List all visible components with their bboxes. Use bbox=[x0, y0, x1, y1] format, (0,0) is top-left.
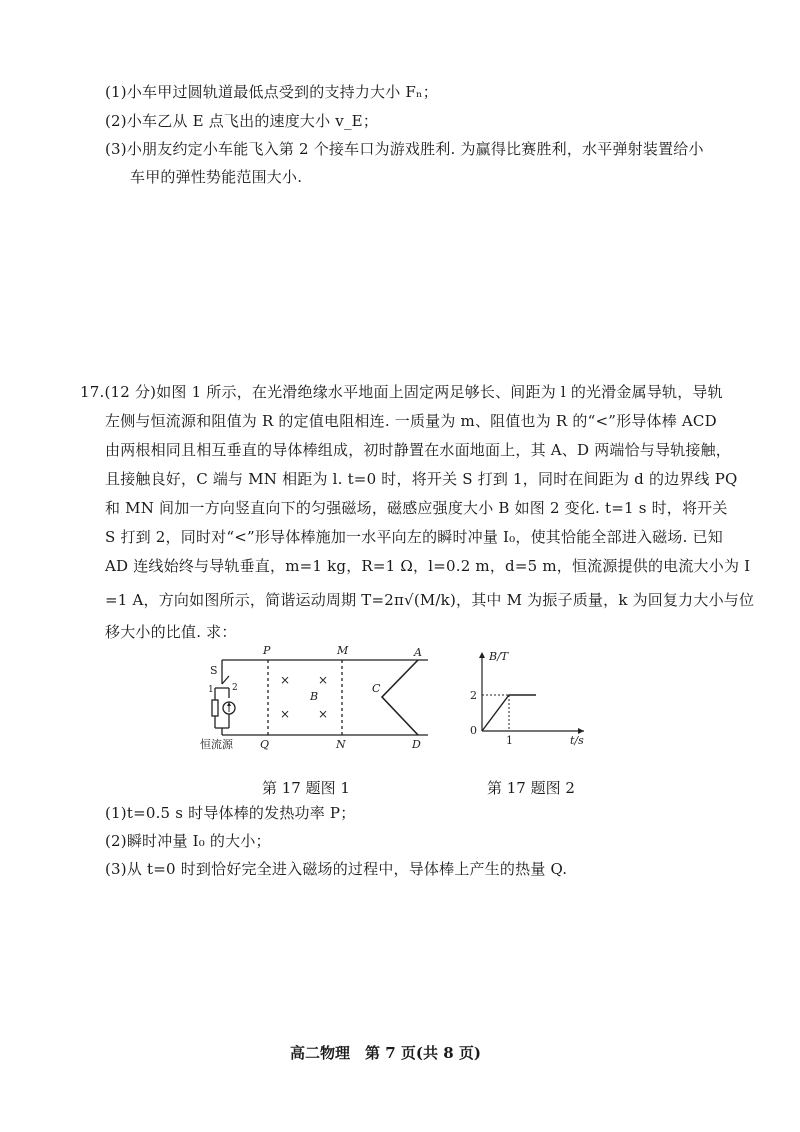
x-axis-label: t/s bbox=[570, 734, 584, 747]
q17-line-7: AD 连线始终与导轨垂直，m=1 kg，R=1 Ω，l=0.2 m，d=5 m，恒流源提供的电流大小为 I bbox=[105, 557, 751, 575]
label-1: 1 bbox=[208, 685, 214, 695]
q17-line-6: S 打到 2，同时对“<”形导体棒施加一水平向左的瞬时冲量 I₀，使其恰能全部进入磁场. 已知 bbox=[105, 528, 723, 546]
label-current-source: 恒流源 bbox=[200, 738, 233, 751]
q17-line-4: 且接触良好，C 端与 MN 相距为 l. t=0 时，将开关 S 打到 1，同时在间距为 d 的边界线 PQ bbox=[105, 470, 738, 488]
q17-line-5: 和 MN 间加一方向竖直向下的匀强磁场，磁感应强度大小 B 如图 2 变化. t=1 s 时，将开关 bbox=[105, 499, 728, 517]
switch-blade bbox=[222, 676, 229, 684]
tick-label-origin: 0 bbox=[470, 724, 477, 737]
figure-1-caption: 第 17 题图 1 bbox=[262, 779, 350, 797]
tick-label-y-2: 2 bbox=[470, 689, 477, 702]
label-m: M bbox=[337, 644, 349, 657]
prev-question-part-1: (1)小车甲过圆轨道最低点受到的支持力大小 Fₙ； bbox=[105, 83, 438, 101]
q17-line-8: =1 A，方向如图所示，简谐运动周期 T=2π√(M/k)，其中 M 为振子质量，k 为回复力大小与位 bbox=[105, 591, 755, 609]
rod-acd bbox=[382, 660, 418, 735]
prev-question-part-3: (3)小朋友约定小车能飞入第 2 个接车口为游戏胜利. 为赢得比赛胜利，水平弹射装置给小 bbox=[105, 140, 704, 158]
label-2: 2 bbox=[232, 683, 238, 693]
q17-line-3: 由两根相同且相互垂直的导体棒组成，初时静置在水面地面上，其 A、D 两端恰与导轨接触， bbox=[105, 441, 731, 459]
label-n: N bbox=[336, 738, 346, 751]
label-c: C bbox=[372, 682, 381, 695]
figure-2-caption: 第 17 题图 2 bbox=[487, 779, 575, 797]
page-footer: 高二物理 第 7 页(共 8 页) bbox=[290, 1044, 481, 1062]
q17-line-1: 17.(12 分)如图 1 所示，在光滑绝缘水平地面上固定两足够长、间距为 l 的光滑金属导轨，导轨 bbox=[80, 383, 723, 401]
label-s: S bbox=[210, 664, 218, 677]
q17-part-2: (2)瞬时冲量 I₀ 的大小； bbox=[105, 832, 271, 850]
field-cross: × bbox=[280, 673, 291, 687]
tick-label-x-1: 1 bbox=[506, 734, 513, 747]
label-a: A bbox=[414, 646, 422, 659]
resistor bbox=[212, 700, 218, 716]
q17-part-1: (1)t=0.5 s 时导体棒的发热功率 P； bbox=[105, 804, 356, 822]
figure-1-circuit bbox=[200, 640, 440, 760]
y-axis-label: B/T bbox=[489, 650, 509, 663]
prev-question-part-3-cont: 车甲的弹性势能范围大小. bbox=[130, 168, 303, 186]
field-cross: × bbox=[318, 707, 329, 721]
prev-question-part-2: (2)小车乙从 E 点飞出的速度大小 v_E； bbox=[105, 112, 379, 130]
label-d: D bbox=[412, 738, 421, 751]
field-cross: × bbox=[318, 673, 329, 687]
label-q: Q bbox=[260, 738, 270, 751]
q17-line-9: 移大小的比值. 求： bbox=[105, 623, 237, 641]
q17-line-2: 左侧与恒流源和阻值为 R 的定值电阻相连. 一质量为 m、阻值也为 R 的“<”形导体棒 ACD bbox=[105, 412, 717, 430]
figure-2-graph bbox=[462, 648, 592, 748]
field-cross: × bbox=[280, 707, 291, 721]
label-p: P bbox=[263, 644, 271, 657]
q17-part-3: (3)从 t=0 时到恰好完全进入磁场的过程中，导体棒上产生的热量 Q. bbox=[105, 860, 568, 878]
label-b: B bbox=[310, 690, 319, 703]
